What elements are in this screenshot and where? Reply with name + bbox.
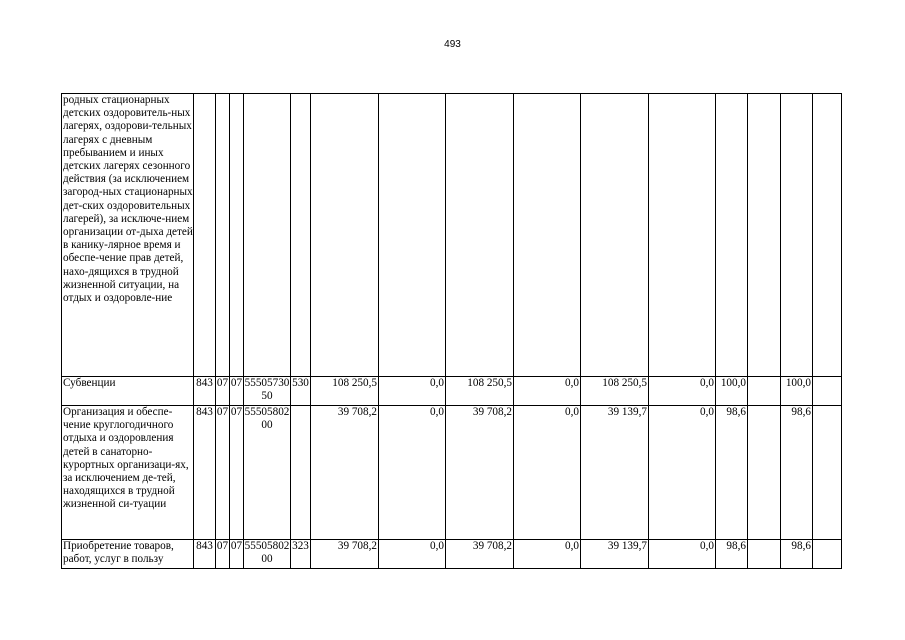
value-cell xyxy=(649,94,716,377)
empty-cell xyxy=(813,540,842,569)
ved-code: 843 xyxy=(194,540,216,569)
percent-cell xyxy=(748,377,781,406)
table-row xyxy=(62,406,842,540)
value-cell: 0,0 xyxy=(649,540,716,569)
value-cell: 39 708,2 xyxy=(446,406,514,540)
value-cell: 0,0 xyxy=(649,406,716,540)
item-name: Организация и обеспе-чение круглогодичного отдыха и оздоровления детей в санаторно-курортных организаци-ях, за исключением де-тей, находящихся в трудной жизненной си-туации xyxy=(62,406,194,540)
value-cell xyxy=(514,94,581,377)
section-code: 07 xyxy=(216,377,230,406)
value-cell: 39 139,7 xyxy=(581,406,649,540)
target-article-code: 5550580200 xyxy=(244,406,291,540)
item-name: Приобретение товаров, работ, услуг в пользу xyxy=(62,540,194,569)
value-cell: 0,0 xyxy=(514,377,581,406)
value-cell: 108 250,5 xyxy=(581,377,649,406)
percent-cell: 100,0 xyxy=(781,377,813,406)
percent-cell xyxy=(748,94,781,377)
value-cell xyxy=(311,94,379,377)
table-row xyxy=(62,94,842,377)
target-article-code xyxy=(244,94,291,377)
budget-table xyxy=(61,93,842,569)
target-article-code: 5550573050 xyxy=(244,377,291,406)
value-cell xyxy=(379,94,446,377)
expense-type-code xyxy=(291,94,311,377)
value-cell: 0,0 xyxy=(514,406,581,540)
percent-cell xyxy=(781,94,813,377)
ved-code xyxy=(194,94,216,377)
ved-code: 843 xyxy=(194,377,216,406)
percent-cell: 98,6 xyxy=(781,540,813,569)
page-number: 493 xyxy=(444,39,461,50)
subsection-code xyxy=(230,94,244,377)
item-name: Субвенции xyxy=(62,377,194,406)
subsection-code: 07 xyxy=(230,406,244,540)
percent-cell xyxy=(748,540,781,569)
target-article-code: 5550580200 xyxy=(244,540,291,569)
value-cell: 39 139,7 xyxy=(581,540,649,569)
section-code: 07 xyxy=(216,406,230,540)
value-cell: 108 250,5 xyxy=(446,377,514,406)
value-cell: 0,0 xyxy=(649,377,716,406)
percent-cell: 100,0 xyxy=(716,377,748,406)
ved-code: 843 xyxy=(194,406,216,540)
percent-cell xyxy=(716,94,748,377)
empty-cell xyxy=(813,94,842,377)
percent-cell: 98,6 xyxy=(716,540,748,569)
value-cell: 108 250,5 xyxy=(311,377,379,406)
value-cell xyxy=(446,94,514,377)
value-cell: 39 708,2 xyxy=(446,540,514,569)
value-cell: 0,0 xyxy=(379,540,446,569)
value-cell: 0,0 xyxy=(379,377,446,406)
table-row xyxy=(62,540,842,569)
percent-cell xyxy=(748,406,781,540)
value-cell: 39 708,2 xyxy=(311,406,379,540)
subsection-code: 07 xyxy=(230,377,244,406)
value-cell: 0,0 xyxy=(514,540,581,569)
percent-cell: 98,6 xyxy=(716,406,748,540)
empty-cell xyxy=(813,377,842,406)
value-cell xyxy=(581,94,649,377)
value-cell: 0,0 xyxy=(379,406,446,540)
section-code xyxy=(216,94,230,377)
expense-type-code xyxy=(291,406,311,540)
percent-cell: 98,6 xyxy=(781,406,813,540)
value-cell: 39 708,2 xyxy=(311,540,379,569)
empty-cell xyxy=(813,406,842,540)
section-code: 07 xyxy=(216,540,230,569)
table-row xyxy=(62,377,842,406)
item-name: родных стационарных детских оздоровитель-ных лагерях, оздорови-тельных лагерях с дневным пребыванием и иных детских лагерях сезонного действия (за исключением загород-ных стационарных дет-ских оздоровительных лагерей), за исключе-нием организации от-дыха детей в канику-лярное время и обеспе-чение прав детей, нахо-дящихся в трудной жизненной ситуации, на отдых и оздоровле-ние xyxy=(62,94,194,377)
expense-type-code: 323 xyxy=(291,540,311,569)
expense-type-code: 530 xyxy=(291,377,311,406)
subsection-code: 07 xyxy=(230,540,244,569)
